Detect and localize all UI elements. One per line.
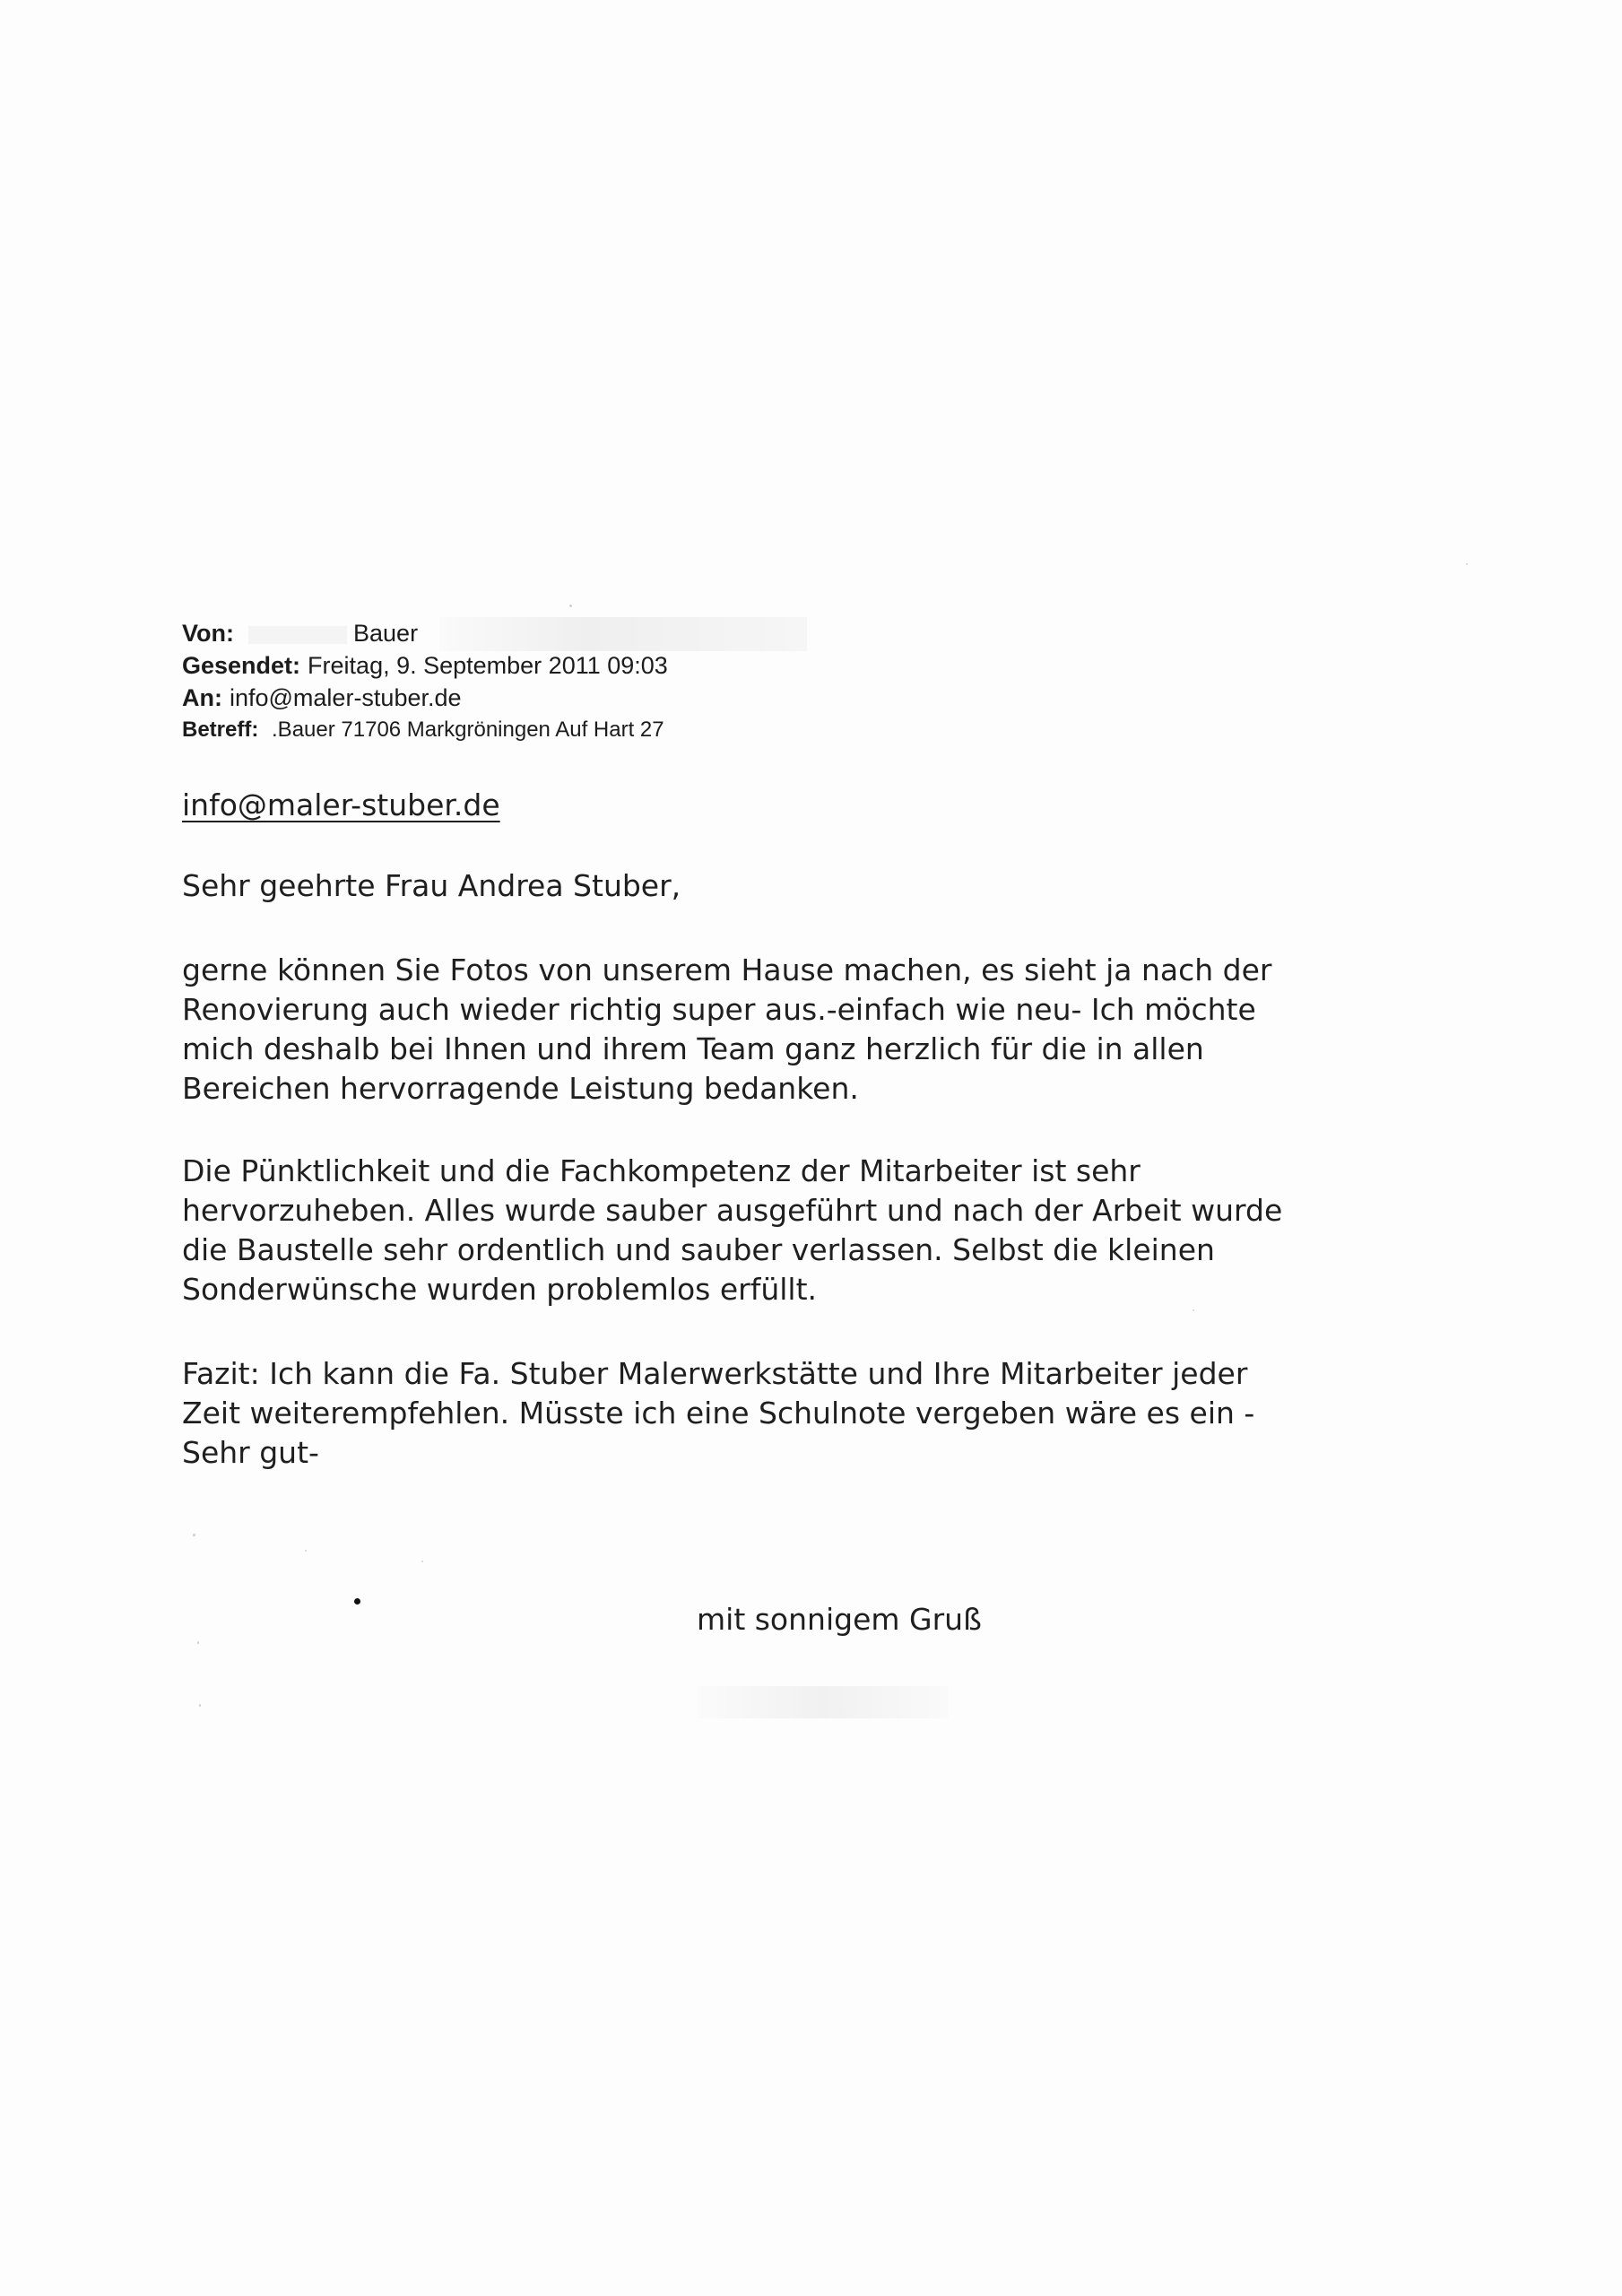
scan-speck xyxy=(193,1534,195,1536)
scan-speck xyxy=(421,1561,423,1562)
salutation: Sehr geehrte Frau Andrea Stuber, xyxy=(182,868,681,903)
from-value: Bauer xyxy=(353,620,419,647)
paragraph-2 xyxy=(182,1152,1455,1309)
paragraph-line: Renovierung auch wieder richtig super aus.-einfach wie neu- Ich möchte xyxy=(182,992,1256,1027)
from-row xyxy=(182,617,863,649)
closing: mit sonnigem Gruß xyxy=(697,1602,982,1637)
email-link[interactable]: info@maler-stuber.de xyxy=(182,787,500,822)
paragraph-line: Die Pünktlichkeit und die Fachkompetenz der Mitarbeiter ist sehr xyxy=(182,1153,1141,1188)
subject-row xyxy=(182,714,863,746)
sent-value: Freitag, 9. September 2011 09:03 xyxy=(308,652,668,679)
to-row xyxy=(182,682,863,714)
sent-row xyxy=(182,649,863,682)
paragraph-line: die Baustelle sehr ordentlich und sauber verlassen. Selbst die kleinen xyxy=(182,1232,1215,1267)
paragraph-line: Zeit weiterempfehlen. Müsste ich eine Schulnote vergeben wäre es ein - xyxy=(182,1396,1255,1431)
paragraph-line: gerne können Sie Fotos von unserem Hause machen, es sieht ja nach der xyxy=(182,952,1272,987)
scan-speck xyxy=(197,1641,199,1644)
scan-speck xyxy=(1466,563,1468,565)
subject-label: Betreff: xyxy=(182,718,259,742)
redacted-signature xyxy=(697,1686,948,1718)
scan-speck xyxy=(199,1704,201,1707)
from-label: Von: xyxy=(182,620,234,647)
paragraph-line: Sonderwünsche wurden problemlos erfüllt. xyxy=(182,1272,818,1307)
paragraph-3 xyxy=(182,1354,1455,1473)
to-value: info@maler-stuber.de xyxy=(229,684,462,711)
paragraph-line: hervorzuheben. Alles wurde sauber ausgeführt und nach der Arbeit wurde xyxy=(182,1193,1283,1228)
sent-label: Gesendet: xyxy=(182,652,301,679)
redacted-name xyxy=(248,626,347,644)
paragraph-line: Sehr gut- xyxy=(182,1435,319,1470)
scan-speck xyxy=(569,604,572,607)
subject-value: .Bauer 71706 Markgröningen Auf Hart 27 xyxy=(272,718,664,742)
paragraph-line: Fazit: Ich kann die Fa. Stuber Malerwerkstätte und Ihre Mitarbeiter jeder xyxy=(182,1356,1248,1391)
email-header xyxy=(182,617,863,746)
paragraph-1 xyxy=(182,951,1455,1109)
paragraph-line: Bereichen hervorragende Leistung bedanken. xyxy=(182,1071,859,1106)
scan-speck xyxy=(1193,1309,1194,1311)
paragraph-line: mich deshalb bei Ihnen und ihrem Team ganz herzlich für die in allen xyxy=(182,1031,1204,1066)
to-label: An: xyxy=(182,684,222,711)
scan-speck xyxy=(305,1550,307,1552)
ink-dot xyxy=(354,1598,360,1605)
